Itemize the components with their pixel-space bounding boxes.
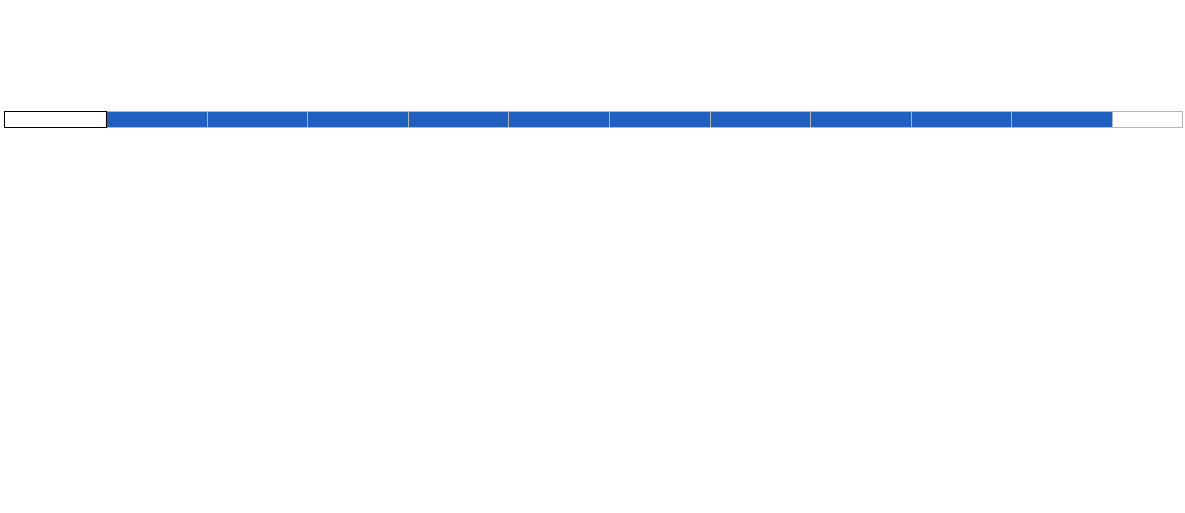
date-header xyxy=(207,112,308,128)
date-header xyxy=(1012,112,1113,128)
date-header xyxy=(408,112,509,128)
corner-header xyxy=(5,112,107,128)
per-million-header xyxy=(1112,112,1182,128)
date-header xyxy=(308,112,409,128)
date-header xyxy=(811,112,912,128)
date-header xyxy=(107,112,208,128)
japan-header-row xyxy=(5,112,1183,128)
date-header xyxy=(710,112,811,128)
japan-table xyxy=(4,111,1183,128)
date-header xyxy=(609,112,710,128)
date-header xyxy=(911,112,1012,128)
date-header xyxy=(509,112,610,128)
